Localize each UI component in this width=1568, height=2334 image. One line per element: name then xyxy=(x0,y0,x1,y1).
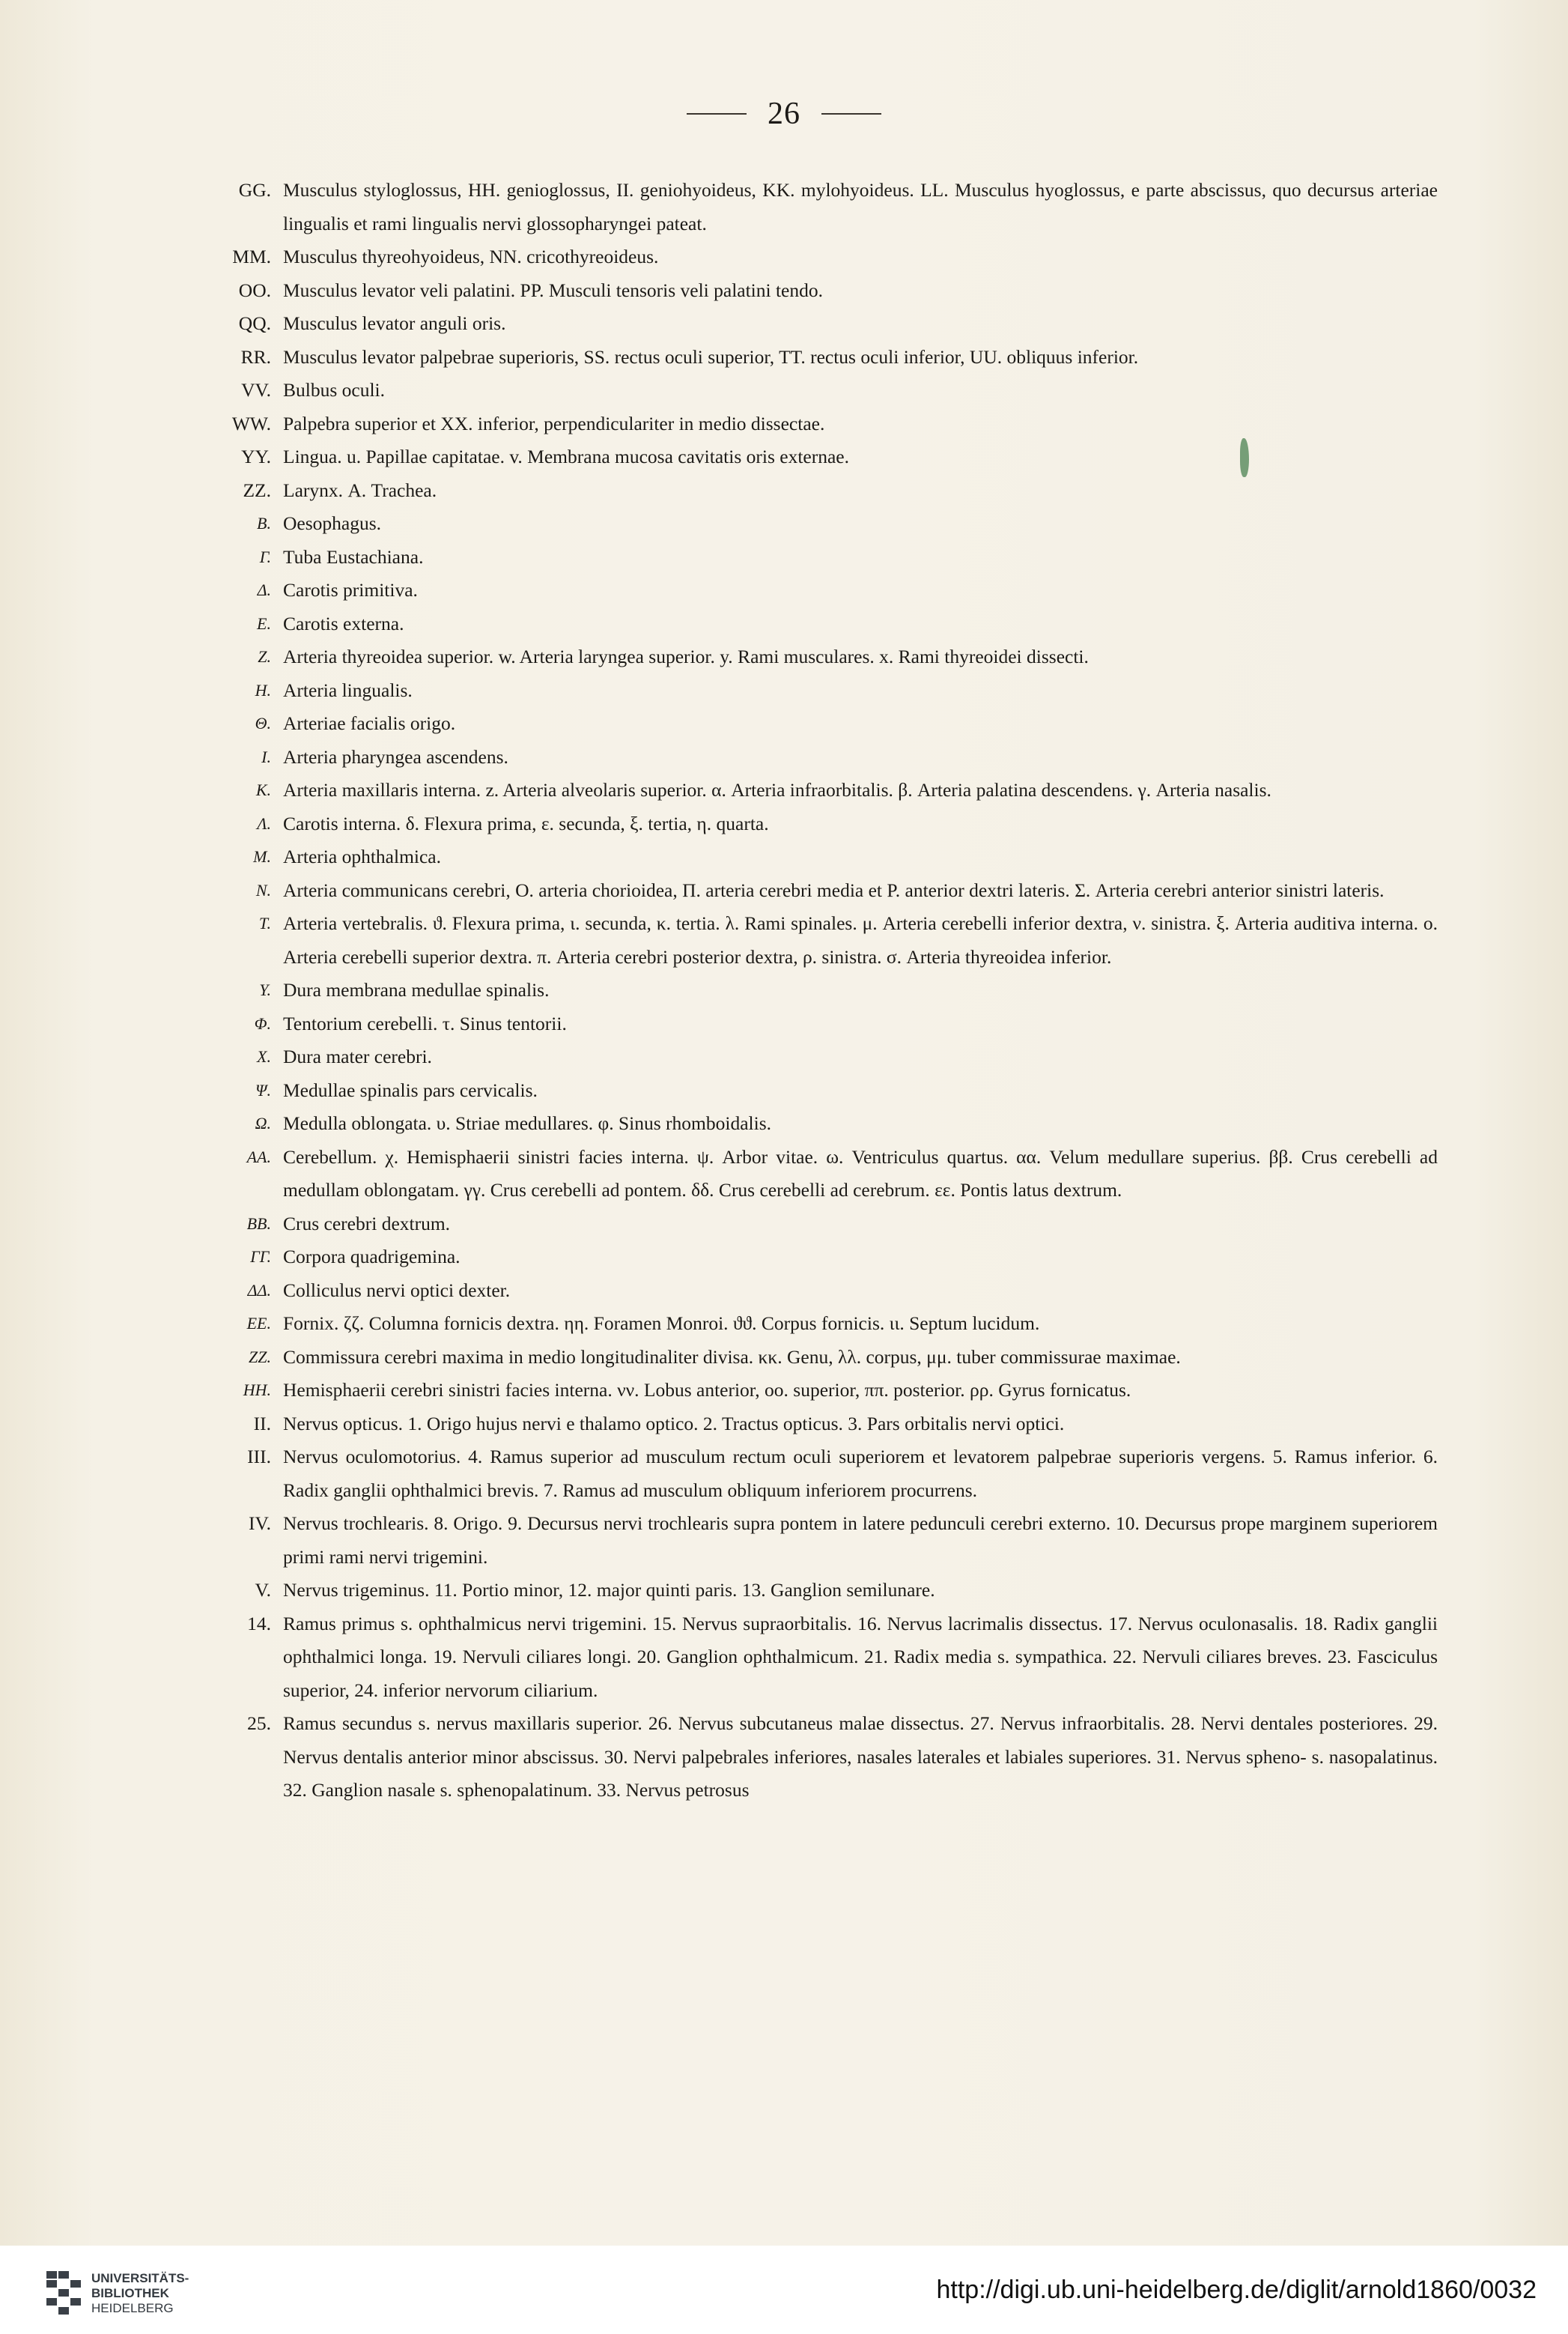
legend-entry xyxy=(180,674,1438,708)
legend-entry xyxy=(180,507,1438,541)
entry-text: Musculus styloglossus, HH. genioglossus, II. geniohyoideus, KK. mylohyoideus. LL. Musculus hyoglossus, e parte abscissus, quo decursus arteriae lingualis et rami lingualis nervi glossopharyngei pateat. xyxy=(283,179,1438,234)
legend-entry xyxy=(180,807,1438,841)
entry-text: Musculus levator palpebrae superioris, SS. rectus oculi superior, TT. rectus oculi inferior, UU. obliquus inferior. xyxy=(283,345,1139,368)
entry-text: Tuba Eustachiana. xyxy=(283,545,424,568)
entry-text: Larynx. Α. Trachea. xyxy=(283,479,437,501)
library-logo-icon xyxy=(43,2268,82,2316)
page-number: 26 xyxy=(768,97,800,131)
legend-entry xyxy=(180,1207,1438,1241)
entry-label: III. xyxy=(247,1446,271,1467)
legend-entry xyxy=(180,1507,1438,1574)
legend-entry xyxy=(180,341,1438,375)
legend-entry xyxy=(180,1074,1438,1108)
entry-label: Υ. xyxy=(259,980,271,999)
entry-label: ΓΓ. xyxy=(250,1247,271,1266)
entry-label: Θ. xyxy=(255,714,271,733)
legend-entry xyxy=(180,240,1438,274)
entry-label: Χ. xyxy=(257,1047,271,1066)
library-name xyxy=(91,2271,189,2316)
entry-label: ΔΔ. xyxy=(247,1280,271,1300)
entry-label: RR. xyxy=(240,345,271,368)
entry-label: ΑΑ. xyxy=(246,1147,271,1166)
header-rule-left xyxy=(687,113,747,115)
legend-entry xyxy=(180,541,1438,575)
legend-entry xyxy=(180,174,1438,240)
entry-label: OO. xyxy=(238,279,271,301)
legend-entry xyxy=(180,1440,1438,1507)
entry-label: Ω. xyxy=(255,1114,271,1133)
library-name-line3: HEIDELBERG xyxy=(91,2301,174,2315)
entry-label: Ν. xyxy=(255,880,271,900)
entry-text: Arteria maxillaris interna. z. Arteria alveolaris superior. α. Arteria infraorbitalis. β. Arteria palatina descendens. γ. Arteria nasalis. xyxy=(283,779,1271,801)
legend-entry xyxy=(180,1040,1438,1074)
entry-text: Arteria pharyngea ascendens. xyxy=(283,745,508,768)
entry-label: ΕΕ. xyxy=(246,1314,271,1333)
entry-text: Nervus trochlearis. 8. Origo. 9. Decursus nervi trochlearis supra pontem in latere pedunculi cerebri externo. 10. Decursus prope marginem superiorem primi rami nervi trigemini. xyxy=(283,1512,1438,1568)
entry-text: Nervus oculomotorius. 4. Ramus superior ad musculum rectum oculi superiorem et levatorem palpebrae superioris vergens. 5. Ramus inferior. 6. Radix ganglii ophthalmici brevis. 7. Ramus ad musculum obliquum inferiorem procurrens. xyxy=(283,1446,1438,1501)
legend-entry xyxy=(180,574,1438,607)
legend-entry xyxy=(180,840,1438,874)
entry-label: ΖΖ. xyxy=(249,1347,271,1366)
legend-entry xyxy=(180,774,1438,807)
legend-entry xyxy=(180,907,1438,974)
entry-label: Τ. xyxy=(258,914,271,933)
entry-text: Carotis externa. xyxy=(283,612,404,634)
entry-label: MM. xyxy=(232,246,271,267)
legend-entry xyxy=(180,1240,1438,1274)
entry-text: Medulla oblongata. υ. Striae medullares. φ. Sinus rhomboidalis. xyxy=(283,1112,771,1134)
entry-text: Bulbus oculi. xyxy=(283,379,386,401)
entry-text: Ramus secundus s. nervus maxillaris superior. 26. Nervus subcutaneus malae dissectus. 27. Nervus infraorbitalis. 28. Nervi dentales posteriores. 29. Nervus dentalis anterior minor abscissus. 30. Nervi palpebrales inferiores, nasales laterales et labiales superiores. 31. Nervus spheno- s. nasopalatinus. 32. Ganglion nasale s. sphenopalatinum. 33. Nervus petrosus xyxy=(283,1712,1438,1801)
entry-label: Ζ. xyxy=(258,647,271,666)
legend-entry xyxy=(180,1141,1438,1207)
legend-entry xyxy=(180,741,1438,775)
legend-entry xyxy=(180,1007,1438,1041)
entry-label: Γ. xyxy=(259,547,271,566)
library-name-line1: UNIVERSITÄTS- xyxy=(91,2271,189,2285)
entry-label: Κ. xyxy=(255,780,271,799)
entry-text: Arteria communicans cerebri, Ο. arteria chorioidea, Π. arteria cerebri media et Ρ. anterior dextri lateris. Σ. Arteria cerebri anterior sinistri lateris. xyxy=(283,879,1385,901)
page-header xyxy=(0,96,1568,132)
legend-entry xyxy=(180,1341,1438,1374)
legend-entry xyxy=(180,274,1438,308)
legend-entry xyxy=(180,307,1438,341)
entry-label: Ε. xyxy=(257,613,271,633)
entry-text: Arteria ophthalmica. xyxy=(283,846,441,867)
legend-entry xyxy=(180,1574,1438,1607)
legend-entry xyxy=(180,374,1438,407)
entry-text: Musculus levator veli palatini. PP. Musculi tensoris veli palatini tendo. xyxy=(283,279,823,301)
entry-text: Arteria thyreoidea superior. w. Arteria laryngea superior. y. Rami musculares. x. Rami thyreoidei dissecti. xyxy=(283,646,1089,667)
entry-label: QQ. xyxy=(238,312,271,334)
entry-text: Palpebra superior et XX. inferior, perpendiculariter in medio dissectae. xyxy=(283,412,825,434)
legend-entry xyxy=(180,607,1438,641)
legend-entry xyxy=(180,474,1438,508)
entry-text: Crus cerebri dextrum. xyxy=(283,1212,451,1234)
entry-text: Fornix. ζζ. Columna fornicis dextra. ηη. Foramen Monroi. ϑϑ. Corpus fornicis. ιι. Septum lucidum. xyxy=(283,1312,1040,1334)
entry-label: GG. xyxy=(238,179,271,201)
entry-label: 25. xyxy=(247,1712,271,1734)
entry-label: Β. xyxy=(257,514,271,533)
entry-text: Arteria lingualis. xyxy=(283,679,413,701)
entry-text: Corpora quadrigemina. xyxy=(283,1246,461,1267)
legend-entry xyxy=(180,1107,1438,1141)
footer-bar xyxy=(0,2246,1568,2334)
entry-label: Μ. xyxy=(253,847,271,866)
entry-text: Medullae spinalis pars cervicalis. xyxy=(283,1079,538,1101)
entry-label: ΗΗ. xyxy=(243,1380,271,1399)
entry-label: ZZ. xyxy=(243,479,271,501)
entry-label: YY. xyxy=(241,446,271,467)
entry-text: Arteriae facialis origo. xyxy=(283,712,456,734)
legend-entry xyxy=(180,974,1438,1007)
source-url[interactable]: http://digi.ub.uni-heidelberg.de/diglit/arnold1860/0032 xyxy=(936,2276,1537,2304)
entry-text: Hemisphaerii cerebri sinistri facies interna. νν. Lobus anterior, οο. superior, ππ. posterior. ρρ. Gyrus fornicatus. xyxy=(283,1379,1131,1401)
legend-entry xyxy=(180,640,1438,674)
entry-label: Φ. xyxy=(254,1013,271,1033)
legend-entry xyxy=(180,1307,1438,1341)
entry-text: Carotis interna. δ. Flexura prima, ε. secunda, ξ. tertia, η. quarta. xyxy=(283,812,769,834)
entry-text: Colliculus nervi optici dexter. xyxy=(283,1279,511,1301)
entry-text: Commissura cerebri maxima in medio longitudinaliter divisa. κκ. Genu, λλ. corpus, μμ. tuber commissurae maximae. xyxy=(283,1345,1181,1368)
entry-label: WW. xyxy=(231,412,271,434)
entry-text: Dura mater cerebri. xyxy=(283,1046,432,1067)
legend-entry xyxy=(180,707,1438,741)
entry-text: Cerebellum. χ. Hemisphaerii sinistri facies interna. ψ. Arbor vitae. ω. Ventriculus quartus. αα. Velum medullare superius. ββ. Crus cerebelli ad medullam oblongatam. γγ. Crus cerebelli ad pontem. δδ. Crus cerebelli ad cerebrum. εε. Pontis latus dextrum. xyxy=(283,1145,1438,1201)
legend-entry xyxy=(180,440,1438,474)
entry-label: Δ. xyxy=(257,581,271,599)
legend-entry xyxy=(180,874,1438,908)
entry-text: Carotis primitiva. xyxy=(283,579,418,601)
entry-text: Ramus primus s. ophthalmicus nervi trigemini. 15. Nervus supraorbitalis. 16. Nervus lacrimalis dissectus. 17. Nervus oculonasalis. 18. Radix ganglii ophthalmici longa. 19. Nervuli ciliares longi. 20. Ganglion ophthalmicum. 21. Radix media s. sympathica. 22. Nervuli ciliares breves. 23. Fasciculus superior, 24. inferior nervorum ciliarium. xyxy=(283,1612,1438,1701)
legend-entry xyxy=(180,1707,1438,1807)
entry-label: Λ. xyxy=(257,813,271,833)
entry-text: Lingua. u. Papillae capitatae. v. Membrana mucosa cavitatis oris externae. xyxy=(283,446,849,467)
entry-text: Nervus opticus. 1. Origo hujus nervi e thalamo optico. 2. Tractus opticus. 3. Pars orbitalis nervi optici. xyxy=(283,1412,1065,1434)
legend-entry xyxy=(180,1407,1438,1441)
legend-entry xyxy=(180,1374,1438,1407)
entry-text: Dura membrana medullae spinalis. xyxy=(283,979,550,1001)
legend-entry xyxy=(180,407,1438,441)
entry-label: II. xyxy=(253,1412,271,1434)
entry-text: Arteria vertebralis. ϑ. Flexura prima, ι. secunda, κ. tertia. λ. Rami spinales. μ. Arteria cerebelli inferior dextra, ν. sinistra. ξ. Arteria auditiva interna. ο. Arteria cerebelli superior dextra. π. Arteria cerebri posterior dextra, ρ. sinistra. σ. Arteria thyreoidea inferior. xyxy=(283,912,1438,968)
legend-entry xyxy=(180,1607,1438,1708)
header-rule-right xyxy=(821,113,881,115)
entry-label: V. xyxy=(255,1579,271,1601)
entry-label: Ι. xyxy=(261,747,271,766)
entry-label: Ψ. xyxy=(255,1080,271,1100)
library-name-line2: BIBLIOTHEK xyxy=(91,2286,169,2300)
entry-label: IV. xyxy=(249,1512,271,1534)
entry-text: Musculus levator anguli oris. xyxy=(283,312,506,334)
legend-entry xyxy=(180,1274,1438,1308)
entry-label: ΒΒ. xyxy=(246,1213,271,1233)
entry-label: 14. xyxy=(247,1612,271,1634)
entry-text: Tentorium cerebelli. τ. Sinus tentorii. xyxy=(283,1012,567,1034)
entry-text: Musculus thyreohyoideus, NN. cricothyreoideus. xyxy=(283,246,659,267)
entry-label: VV. xyxy=(241,379,271,401)
entry-label: Η. xyxy=(255,680,271,700)
legend-list xyxy=(180,174,1438,1807)
entry-text: Nervus trigeminus. 11. Portio minor, 12. major quinti paris. 13. Ganglion semilunare. xyxy=(283,1579,935,1601)
entry-text: Oesophagus. xyxy=(283,512,382,534)
